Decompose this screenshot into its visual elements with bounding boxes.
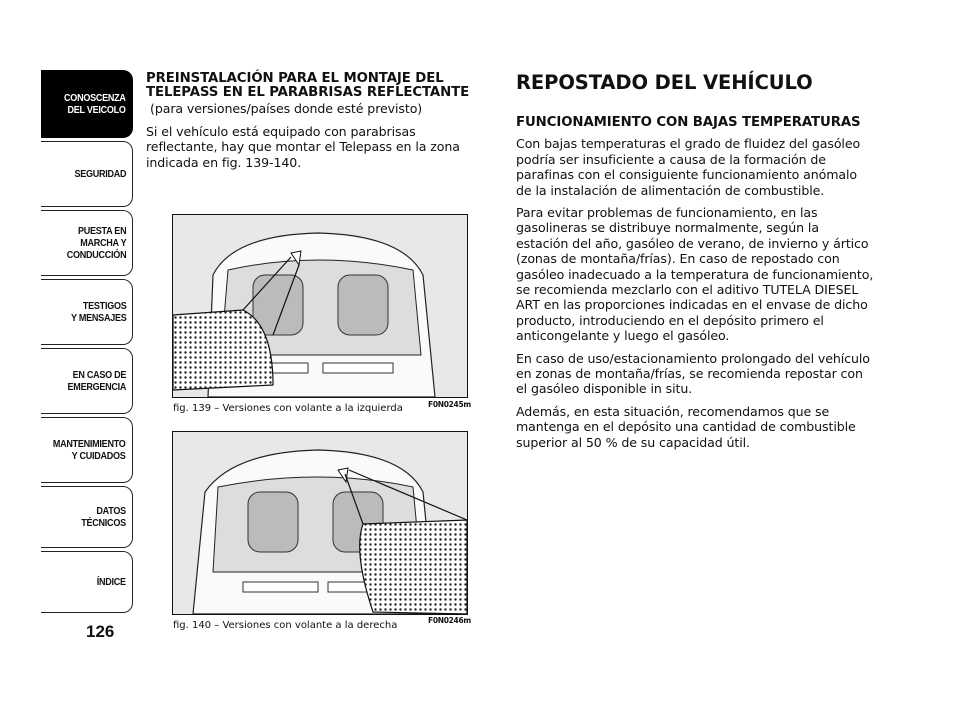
tab-label: PUESTA EN MARCHA Y CONDUCCIÓN [66,225,126,261]
right-column [516,72,874,457]
tab-en-caso-de-emergencia[interactable] [41,348,133,414]
section-heading: PREINSTALACIÓN PARA EL MONTAJE DEL TELEPASS EN EL PARABRISAS REFLECTANTE [146,71,470,101]
left-column [146,72,488,177]
page-title: REPOSTADO DEL VEHÍCULO [516,71,813,94]
figure-139-image [172,214,468,398]
tab-label: DATOS TÉCNICOS [81,505,126,529]
figure-139-code: F0N0245m [428,400,471,409]
tab-label: SEGURIDAD [74,168,126,180]
section-subheading: (para versiones/países donde esté previsto) [150,100,423,116]
tab-label: MANTENIMIENTO Y CUIDADOS [53,438,126,462]
tab-datos-tecnicos[interactable] [41,486,133,548]
section-paragraph: Si el vehículo está equipado con parabrisas reflectante, hay que montar el Telepass en la zona indicada en fig. 139-140. [146,124,460,170]
tab-label: CONOSCENZA DEL VEICOLO [64,92,126,116]
tab-indice[interactable] [41,551,133,613]
section-subtitle: FUNCIONAMIENTO CON BAJAS TEMPERATURAS [516,115,861,130]
tab-label: ÍNDICE [96,576,126,588]
body-paragraph: Además, en esta situación, recomendamos que se mantenga en el depósito una cantidad de combustible superior al 50 % de su capacidad útil. [516,403,856,450]
tab-puesta-en-marcha[interactable] [41,210,133,276]
body-paragraph: Con bajas temperaturas el grado de fluidez del gasóleo podría ser insuficiente a causa de la formación de parafinas con el consiguiente funcionamiento anómalo de la instalación de alimentación de combustible. [516,136,861,198]
body-paragraph: Para evitar problemas de funcionamiento, en las gasolineras se distribuye normalmente, según la estación del año, gasóleo de verano, de invierno y ártico (zonas de montaña/frías). En caso de repostado con gasóleo inadecuado a la temperatura de funcionamiento, se recomienda mezclarlo con el aditivo TUTELA DIESEL ART en las proporciones indicadas en el envase de dicho producto, introduciendo en el depósito primero el anticongelante y luego el gasóleo. [516,204,874,344]
tab-mantenimiento[interactable] [41,417,133,483]
tab-label: TESTIGOS Y MENSAJES [70,300,126,324]
tab-label: EN CASO DE EMERGENCIA [67,369,126,393]
tab-testigos-y-mensajes[interactable] [41,279,133,345]
page-number: 126 [86,622,115,641]
figure-139-caption: fig. 139 – Versiones con volante a la izquierda [173,403,403,414]
figure-140-code: F0N0246m [428,616,471,625]
figure-140-caption: fig. 140 – Versiones con volante a la derecha [173,620,398,631]
tab-conoscenza-del-veicolo[interactable] [41,70,133,138]
tab-seguridad[interactable] [41,141,133,207]
figure-140-image [172,431,468,615]
body-paragraph: En caso de uso/estacionamiento prolongado del vehículo en zonas de montaña/frías, se recomienda repostar con el gasóleo disponible in situ. [516,350,870,397]
